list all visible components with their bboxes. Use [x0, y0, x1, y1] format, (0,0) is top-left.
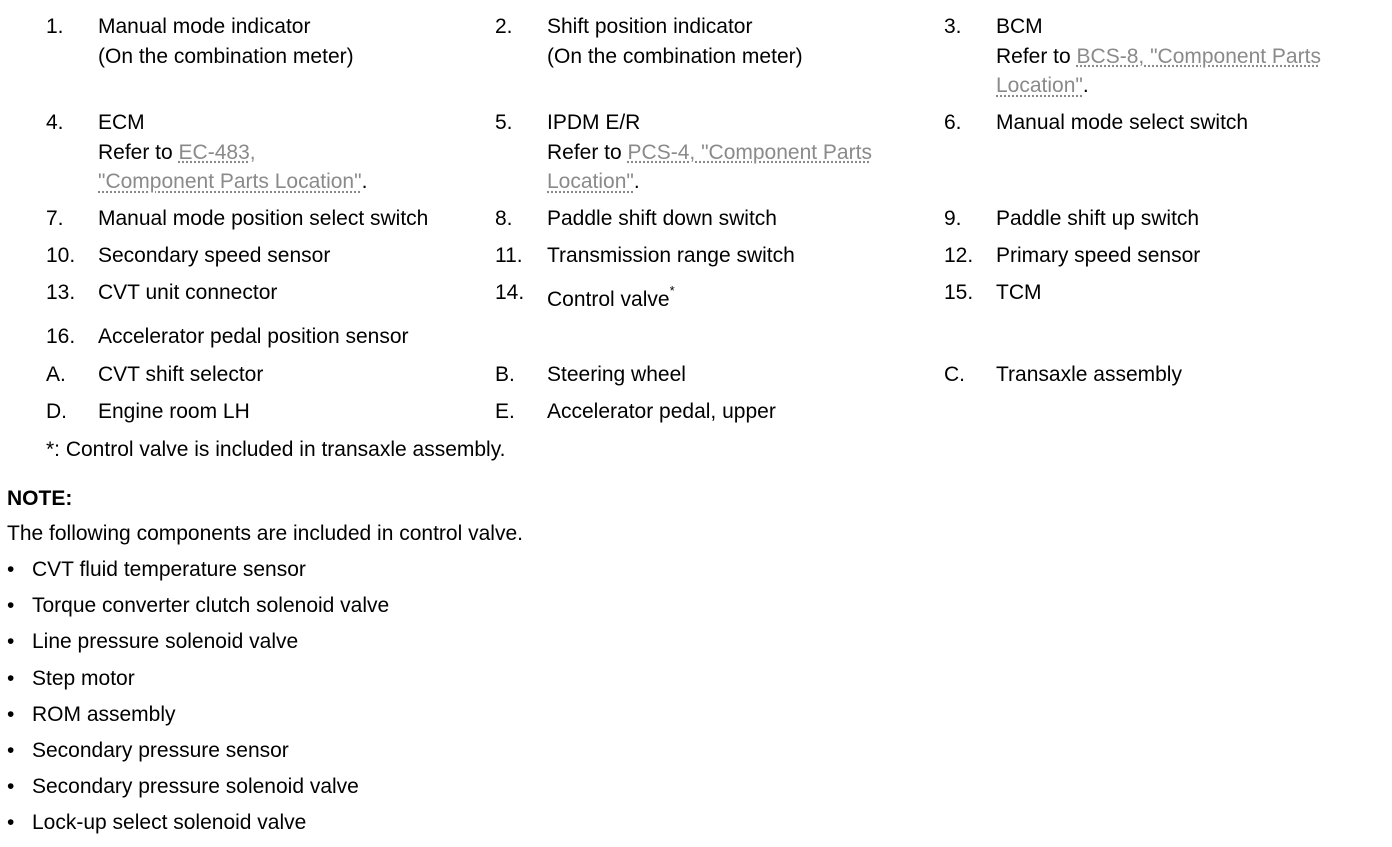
legend-letter: D.: [46, 400, 67, 423]
legend-label: ECM: [98, 111, 145, 134]
legend-number: 5.: [495, 111, 513, 134]
bullet-icon: •: [7, 594, 15, 618]
legend-label: Transmission range switch: [547, 244, 795, 267]
list-item-text: Secondary pressure sensor: [32, 738, 289, 762]
legend-number: 3.: [944, 15, 962, 38]
bcs-8-component-parts-link[interactable]: BCS-8, "Component Parts: [1076, 44, 1321, 68]
legend-label: Engine room LH: [98, 400, 250, 423]
legend-label: Accelerator pedal position sensor: [98, 325, 409, 348]
legend-label: Accelerator pedal, upper: [547, 400, 776, 423]
legend-number: 13.: [46, 281, 76, 304]
refer-line: [996, 42, 1321, 72]
legend-label: Shift position indicator: [547, 15, 753, 38]
legend-number: 16.: [46, 325, 76, 348]
legend-letter: B.: [495, 363, 515, 386]
refer-line: [98, 138, 367, 168]
legend-label: Manual mode position select switch: [98, 207, 429, 230]
footnote-marker: *: [669, 283, 675, 298]
list-item-text: Step motor: [32, 666, 135, 690]
footnote: *: Control valve is included in transaxle assembly.: [46, 438, 506, 461]
bullet-icon: •: [7, 738, 15, 762]
legend-label: IPDM E/R: [547, 111, 641, 134]
list-item-text: Torque converter clutch solenoid valve: [32, 594, 390, 618]
refer-suffix: .: [1082, 74, 1089, 97]
legend-number: 14.: [495, 281, 525, 304]
legend-label: Manual mode select switch: [996, 111, 1249, 134]
legend-label: Control valve: [547, 288, 670, 311]
refer-suffix: .: [633, 170, 640, 193]
legend-number: 6.: [944, 111, 962, 134]
list-item-text: Secondary pressure solenoid valve: [32, 775, 359, 799]
bullet-icon: •: [7, 666, 15, 690]
legend-sublabel: (On the combination meter): [547, 44, 803, 68]
legend-label: CVT unit connector: [98, 281, 278, 304]
legend-number: 15.: [944, 281, 974, 304]
refer-suffix: .: [361, 170, 368, 193]
refer-line-continued: [98, 167, 367, 197]
refer-prefix: Refer to: [98, 140, 179, 164]
legend-label: Manual mode indicator: [98, 15, 311, 38]
refer-line-continued: [547, 167, 872, 197]
legend-number: 10.: [46, 244, 76, 267]
legend-label: Steering wheel: [547, 363, 686, 386]
list-item-text: ROM assembly: [32, 702, 176, 726]
bcs-8-component-parts-link-continued[interactable]: Location": [996, 74, 1083, 97]
legend-number: 4.: [46, 111, 64, 134]
legend-label-with-note: [547, 285, 675, 315]
ec-483-component-parts-link-continued[interactable]: "Component Parts Location": [98, 170, 362, 193]
list-item-text: Line pressure solenoid valve: [32, 630, 299, 654]
bullet-icon: •: [7, 630, 15, 654]
ec-483-component-parts-link[interactable]: EC-483,: [178, 140, 256, 164]
bullet-icon: •: [7, 811, 15, 835]
pcs-4-component-parts-link-continued[interactable]: Location": [547, 170, 634, 193]
bullet-icon: •: [7, 558, 15, 581]
bullet-icon: •: [7, 775, 15, 799]
legend-label: Paddle shift down switch: [547, 207, 777, 230]
refer-line-continued: [996, 71, 1321, 101]
legend-label: Primary speed sensor: [996, 244, 1201, 267]
legend-number: 1.: [46, 15, 64, 38]
legend-label: CVT shift selector: [98, 363, 264, 386]
legend-number: 8.: [495, 207, 513, 230]
bullet-icon: •: [7, 702, 15, 726]
legend-label: Transaxle assembly: [996, 363, 1182, 386]
note-heading: NOTE:: [7, 487, 73, 510]
legend-label: Secondary speed sensor: [98, 244, 331, 267]
legend-number: 7.: [46, 207, 64, 230]
legend-number: 2.: [495, 15, 513, 38]
legend-number: 12.: [944, 244, 974, 267]
note-intro: The following components are included in control valve.: [7, 522, 523, 545]
refer-prefix: Refer to: [547, 140, 628, 164]
refer-prefix: Refer to: [996, 44, 1077, 68]
list-item-text: CVT fluid temperature sensor: [32, 558, 306, 581]
legend-number: 11.: [495, 244, 523, 267]
legend-label: Paddle shift up switch: [996, 207, 1200, 230]
legend-number: 9.: [944, 207, 962, 230]
legend-letter: A.: [46, 363, 66, 386]
legend-sublabel: (On the combination meter): [98, 44, 354, 68]
legend-letter: E.: [495, 400, 515, 423]
pcs-4-component-parts-link[interactable]: PCS-4, "Component Parts: [627, 140, 872, 164]
list-item-text: Lock-up select solenoid valve: [32, 811, 307, 835]
legend-label: TCM: [996, 281, 1042, 304]
legend-label: BCM: [996, 15, 1043, 38]
legend-letter: C.: [944, 363, 965, 386]
refer-line: [547, 138, 872, 168]
